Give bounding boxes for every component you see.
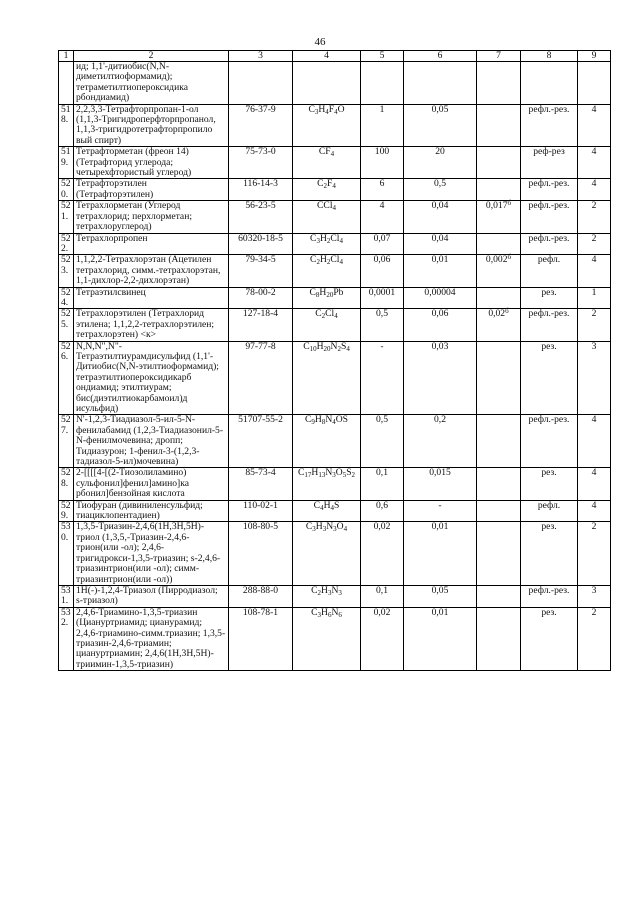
- cas-number: 108-78-1: [229, 607, 293, 670]
- table-row: [59, 309, 611, 341]
- table-row: [59, 287, 611, 309]
- row-number: 524.: [59, 287, 74, 309]
- chemical-formula: $C_2F_4$: [293, 179, 361, 201]
- cas-number: 97-77-8: [229, 341, 293, 415]
- value-col-6: 0,00004: [404, 287, 477, 309]
- limiting-indicator: реф-рез: [521, 147, 578, 179]
- value-col-7: [477, 607, 521, 670]
- column-header: 7: [477, 51, 521, 62]
- cas-number: 51707-55-2: [229, 415, 293, 468]
- substance-name: 1Н(-)-1,2,4-Триазол (Пирродиазол; s-триазол): [74, 585, 229, 607]
- cas-number: 116-14-3: [229, 179, 293, 201]
- value-col-5: 0,5: [361, 415, 404, 468]
- column-header: 6: [404, 51, 477, 62]
- row-number: 520.: [59, 179, 74, 201]
- value-col-6: 20: [404, 147, 477, 179]
- limiting-indicator: рез.: [521, 607, 578, 670]
- cas-number: 56-23-5: [229, 201, 293, 233]
- value-col-5: 0,5: [361, 309, 404, 341]
- header-row: [59, 51, 611, 62]
- column-header: 5: [361, 51, 404, 62]
- substance-name: Тетрафторэтилен (Тетрафторэтилен): [74, 179, 229, 201]
- limiting-indicator: рефл.-рез.: [521, 104, 578, 147]
- value-col-7: [477, 500, 521, 522]
- limiting-indicator: рез.: [521, 287, 578, 309]
- chemical-formula: $C_3H_6N_6$: [293, 607, 361, 670]
- value-col-7: [477, 287, 521, 309]
- limiting-indicator: рез.: [521, 341, 578, 415]
- row-number: 530.: [59, 522, 74, 585]
- hazard-class: 2: [578, 607, 611, 670]
- substances-table: [58, 50, 611, 671]
- chemical-formula: CCl$_4$: [293, 201, 361, 233]
- row-number: 531.: [59, 585, 74, 607]
- value-col-7: [477, 585, 521, 607]
- column-header: 8: [521, 51, 578, 62]
- cas-number: [229, 62, 293, 105]
- row-number: 529.: [59, 500, 74, 522]
- value-col-7: [477, 179, 521, 201]
- value-col-6: 0,01: [404, 255, 477, 287]
- value-col-5: 0,02: [361, 522, 404, 585]
- hazard-class: 2: [578, 201, 611, 233]
- cas-number: 76-37-9: [229, 104, 293, 147]
- substance-name: 1,1,2,2-Тетрахлорэтан (Ацетилен тетрахлорид, симм.-тетрахлорэтан, 1,1-дихлор-2,2-дихлорэтан): [74, 255, 229, 287]
- value-col-5: 100: [361, 147, 404, 179]
- limiting-indicator: рефл.-рез.: [521, 233, 578, 255]
- value-col-6: 0,01: [404, 522, 477, 585]
- chemical-formula: $C_2H_3N_3$: [293, 585, 361, 607]
- limiting-indicator: рефл.-рез.: [521, 585, 578, 607]
- hazard-class: 2: [578, 233, 611, 255]
- substance-name: 2-[[[[4-[(2-Тиозолиламино) сульфонил]фенил]амино]ка рбонил]бензойная кислота: [74, 468, 229, 500]
- value-col-6: 0,04: [404, 233, 477, 255]
- table-row: [59, 607, 611, 670]
- value-col-5: [361, 62, 404, 105]
- hazard-class: 2: [578, 309, 611, 341]
- value-col-5: 0,02: [361, 607, 404, 670]
- value-col-7: [477, 341, 521, 415]
- hazard-class: 4: [578, 500, 611, 522]
- value-col-7: $0,002^б$: [477, 255, 521, 287]
- hazard-class: 1: [578, 287, 611, 309]
- hazard-class: [578, 62, 611, 105]
- value-col-7: [477, 233, 521, 255]
- limiting-indicator: рефл.-рез.: [521, 201, 578, 233]
- limiting-indicator: рез.: [521, 522, 578, 585]
- row-number: 528.: [59, 468, 74, 500]
- substance-name: ид; 1,1'-дитиобис(N,N-диметилтиоформамид); тетраметилтиопероксидика рбондиамид): [74, 62, 229, 105]
- hazard-class: 3: [578, 585, 611, 607]
- row-number: 522.: [59, 233, 74, 255]
- cas-number: 78-00-2: [229, 287, 293, 309]
- value-col-6: 0,04: [404, 201, 477, 233]
- value-col-6: 0,01: [404, 607, 477, 670]
- chemical-formula: $C_{17}H_{13}N_3O_5S_2$: [293, 468, 361, 500]
- substance-name: Тетрахлорэтилен (Тетрахлорид этилена; 1,1,2,2-тетрахлорэтилен; тетрахлорэтен) <к>: [74, 309, 229, 341]
- column-header: 3: [229, 51, 293, 62]
- cas-number: 127-18-4: [229, 309, 293, 341]
- chemical-formula: $C_3H_2Cl_4$: [293, 233, 361, 255]
- chemical-formula: $CF_4$: [293, 147, 361, 179]
- value-col-5: 0,1: [361, 468, 404, 500]
- hazard-class: 2: [578, 522, 611, 585]
- row-number: [59, 62, 74, 105]
- limiting-indicator: рефл.-рез.: [521, 179, 578, 201]
- value-col-6: 0,06: [404, 309, 477, 341]
- hazard-class: 4: [578, 147, 611, 179]
- substance-name: N'-1,2,3-Тиадиазол-5-ил-5-N-фенилабамид (1,2,3-Тиадиазонил-5-N-фенилмочевина; дропп; Тидиазурон; 1-фенил-3-(1,2,3-тадиазол-5-ил)мочевина): [74, 415, 229, 468]
- value-col-5: 0,0001: [361, 287, 404, 309]
- cas-number: 75-73-0: [229, 147, 293, 179]
- limiting-indicator: рез.: [521, 468, 578, 500]
- chemical-formula: $C_3H_4F_4O$: [293, 104, 361, 147]
- table-row: [59, 179, 611, 201]
- cas-number: 79-34-5: [229, 255, 293, 287]
- cas-number: 110-02-1: [229, 500, 293, 522]
- cas-number: 288-88-0: [229, 585, 293, 607]
- value-col-6: 0,5: [404, 179, 477, 201]
- value-col-5: 6: [361, 179, 404, 201]
- table-row: [59, 104, 611, 147]
- chemical-formula: $C_9H_8N_4OS$: [293, 415, 361, 468]
- page-number: 46: [314, 36, 326, 48]
- value-col-7: [477, 522, 521, 585]
- table-row: [59, 522, 611, 585]
- column-header: 2: [74, 51, 229, 62]
- value-col-5: 0,07: [361, 233, 404, 255]
- cas-number: 85-73-4: [229, 468, 293, 500]
- substance-name: Тетрахлорпропен: [74, 233, 229, 255]
- row-number: 532.: [59, 607, 74, 670]
- substance-name: Тетрафторметан (фреон 14) (Тетрафторид углерода; четырехфтористый углерод): [74, 147, 229, 179]
- hazard-class: 4: [578, 415, 611, 468]
- cas-number: 108-80-5: [229, 522, 293, 585]
- hazard-class: 4: [578, 255, 611, 287]
- substance-name: 2,4,6-Триамино-1,3,5-триазин (Циануртриамид; цианурамид; 2,4,6-триамино-симм.триазин; 1,3,5-триазин-2,4,6-триамин; циануртриамин; 2,4,6(1Н,3Н,5Н)-триимин-1,3,5-триазин): [74, 607, 229, 670]
- value-col-5: -: [361, 341, 404, 415]
- substance-name: Тиофуран (дивиниленсульфид; тиациклопентадиен): [74, 500, 229, 522]
- value-col-5: 4: [361, 201, 404, 233]
- chemical-formula: $C_{10}H_{20}N_2S_4$: [293, 341, 361, 415]
- hazard-class: 4: [578, 104, 611, 147]
- row-number: 527.: [59, 415, 74, 468]
- limiting-indicator: рефл.: [521, 500, 578, 522]
- substance-name: N,N,N",N"-Тетраэтилтиурамдисульфид (1,1'-Дитиобис(N,N-этилтиоформамид); тетраэтилтиопероксидикарб ондиамид; этилтиурам; бис(диэтилтиокарбамоил)д исульфид): [74, 341, 229, 415]
- hazard-class: 4: [578, 468, 611, 500]
- value-col-7: $0,02^б$: [477, 309, 521, 341]
- value-col-6: [404, 62, 477, 105]
- limiting-indicator: рефл.-рез.: [521, 309, 578, 341]
- chemical-formula: $C_8H_{20}Pb$: [293, 287, 361, 309]
- table-row: [59, 147, 611, 179]
- limiting-indicator: рефл.: [521, 255, 578, 287]
- chemical-formula: $C_4H_4S$: [293, 500, 361, 522]
- value-col-7: [477, 468, 521, 500]
- row-number: 518.: [59, 104, 74, 147]
- table-row: [59, 233, 611, 255]
- limiting-indicator: рефл.-рез.: [521, 415, 578, 468]
- substance-name: Тетрахлорметан (Углерод тетрахлорид; перхлорметан; тетрахлоруглерод): [74, 201, 229, 233]
- value-col-5: 0,06: [361, 255, 404, 287]
- value-col-6: 0,05: [404, 104, 477, 147]
- row-number: 523.: [59, 255, 74, 287]
- table-row: [59, 62, 611, 105]
- value-col-7: [477, 62, 521, 105]
- substance-name: 2,2,3,3-Тетрафторпропан-1-ол (1,1,3-Тригидроперфторпропанол, 1,1,3-тригидротетрафторпропило вый спирт): [74, 104, 229, 147]
- row-number: 525.: [59, 309, 74, 341]
- table-row: [59, 341, 611, 415]
- table-row: [59, 255, 611, 287]
- value-col-7: $0,017^б$: [477, 201, 521, 233]
- column-header: 1: [59, 51, 74, 62]
- value-col-6: 0,2: [404, 415, 477, 468]
- chemical-formula: $C_3H_3N_3O_4$: [293, 522, 361, 585]
- table-row: [59, 500, 611, 522]
- value-col-5: 0,1: [361, 585, 404, 607]
- substance-name: Тетраэтилсвинец: [74, 287, 229, 309]
- table-row: [59, 585, 611, 607]
- value-col-6: -: [404, 500, 477, 522]
- value-col-5: 1: [361, 104, 404, 147]
- hazard-class: 3: [578, 341, 611, 415]
- value-col-5: 0,6: [361, 500, 404, 522]
- value-col-7: [477, 147, 521, 179]
- cas-number: 60320-18-5: [229, 233, 293, 255]
- column-header: 4: [293, 51, 361, 62]
- hazard-class: 4: [578, 179, 611, 201]
- value-col-6: 0,05: [404, 585, 477, 607]
- value-col-6: 0,015: [404, 468, 477, 500]
- limiting-indicator: [521, 62, 578, 105]
- row-number: 526.: [59, 341, 74, 415]
- table-row: [59, 201, 611, 233]
- chemical-formula: $C_2Cl_4$: [293, 309, 361, 341]
- chemical-formula: [293, 62, 361, 105]
- table-row: [59, 415, 611, 468]
- table-row: [59, 468, 611, 500]
- row-number: 519.: [59, 147, 74, 179]
- chemical-formula: $C_2H_2Cl_4$: [293, 255, 361, 287]
- value-col-6: 0,03: [404, 341, 477, 415]
- value-col-7: [477, 415, 521, 468]
- row-number: 521.: [59, 201, 74, 233]
- value-col-7: [477, 104, 521, 147]
- substance-name: 1,3,5-Триазин-2,4,6(1Н,3Н,5Н)-триол (1,3,5,-Триазин-2,4,6-трион(или -ол); 2,4,6-тригидрокси-1,3,5-триазин; s-2,4,6-триазинтрион(или -ол); симм-триазинтрион(или -ол)): [74, 522, 229, 585]
- column-header: 9: [578, 51, 611, 62]
